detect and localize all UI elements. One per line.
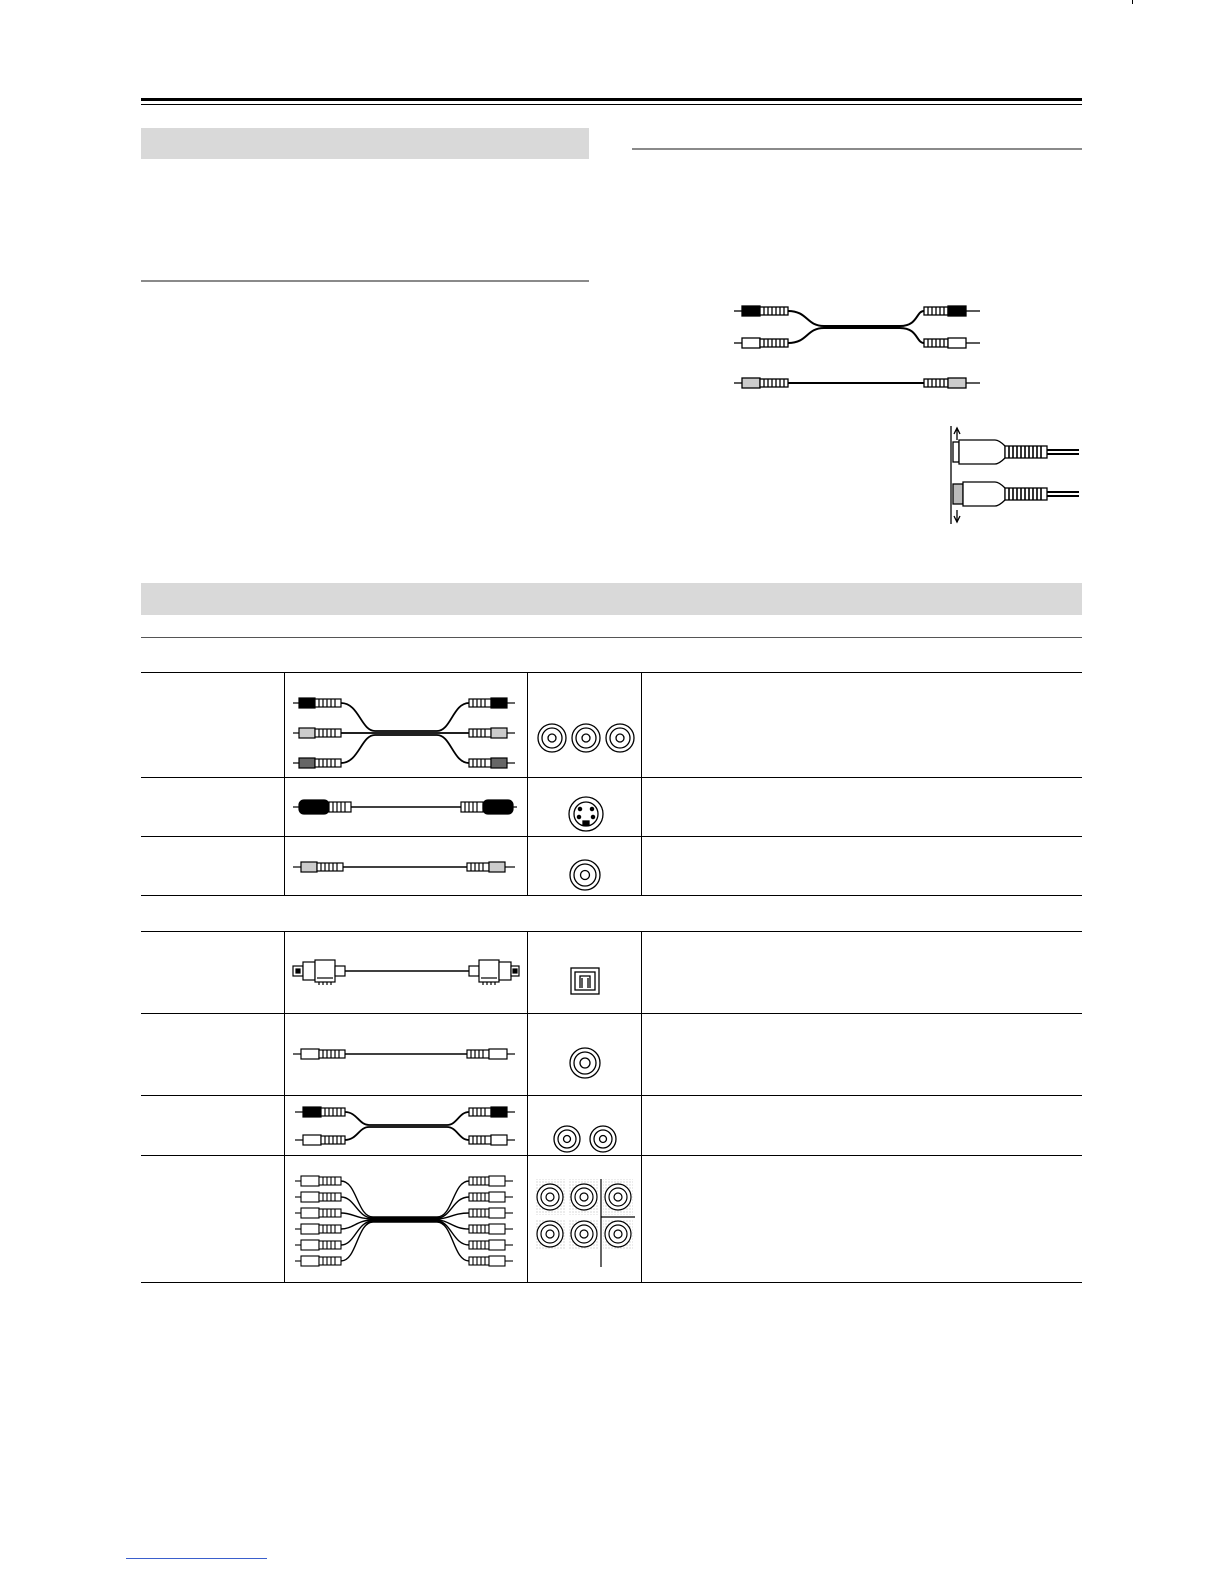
table-bottom-rule: [141, 1282, 1082, 1283]
section-heading-bar: [141, 583, 1082, 615]
multichannel-jacks-icon: [533, 1175, 637, 1271]
audio-cable-pair-icon: [734, 306, 980, 348]
table-rule: [141, 1013, 1082, 1014]
s-video-jack-icon: [564, 794, 608, 834]
section-heading-bar: [141, 128, 589, 159]
table-column-rule: [641, 672, 642, 895]
coaxial-cable-icon: [291, 1043, 521, 1065]
table-column-rule: [284, 931, 285, 1282]
connection-table: [141, 637, 1082, 1283]
component-video-jacks-icon: [534, 721, 638, 755]
table-rule: [141, 1095, 1082, 1096]
multichannel-cable-icon: [291, 1173, 521, 1269]
rca-cables-figure: [728, 298, 988, 394]
crop-mark: [1132, 0, 1133, 4]
table-rule: [141, 672, 1082, 673]
table-column-rule: [284, 672, 285, 895]
table-rule: [141, 836, 1082, 837]
table-group-header: [141, 896, 1082, 931]
left-subsection-rule: [141, 280, 589, 282]
rca-plug-insert-icon: [945, 424, 1083, 528]
header-rule-thin: [141, 104, 1082, 105]
analog-audio-jacks-icon: [551, 1123, 621, 1155]
header-rule: [141, 98, 1082, 101]
analog-audio-cable-icon: [291, 1103, 521, 1149]
coaxial-jack-icon: [567, 1045, 603, 1081]
composite-video-jack-icon: [567, 857, 603, 893]
footer-link-rule: [126, 1558, 267, 1559]
right-subsection-rule: [632, 148, 1082, 150]
cable-plug-left-1: [293, 698, 341, 708]
optical-jack-icon: [569, 966, 601, 996]
s-video-cable-icon: [291, 796, 521, 818]
table-rule: [141, 1155, 1082, 1156]
table-column-rule: [527, 672, 528, 895]
table-rule: [141, 931, 1082, 932]
table-rule: [141, 777, 1082, 778]
composite-video-cable-icon: [291, 856, 521, 878]
video-cable-icon: [734, 378, 980, 388]
component-video-cable-icon: [291, 693, 521, 773]
table-group-header: [141, 638, 1082, 672]
optical-cable-icon: [291, 957, 521, 985]
table-column-rule: [641, 931, 642, 1282]
table-column-rule: [527, 931, 528, 1282]
